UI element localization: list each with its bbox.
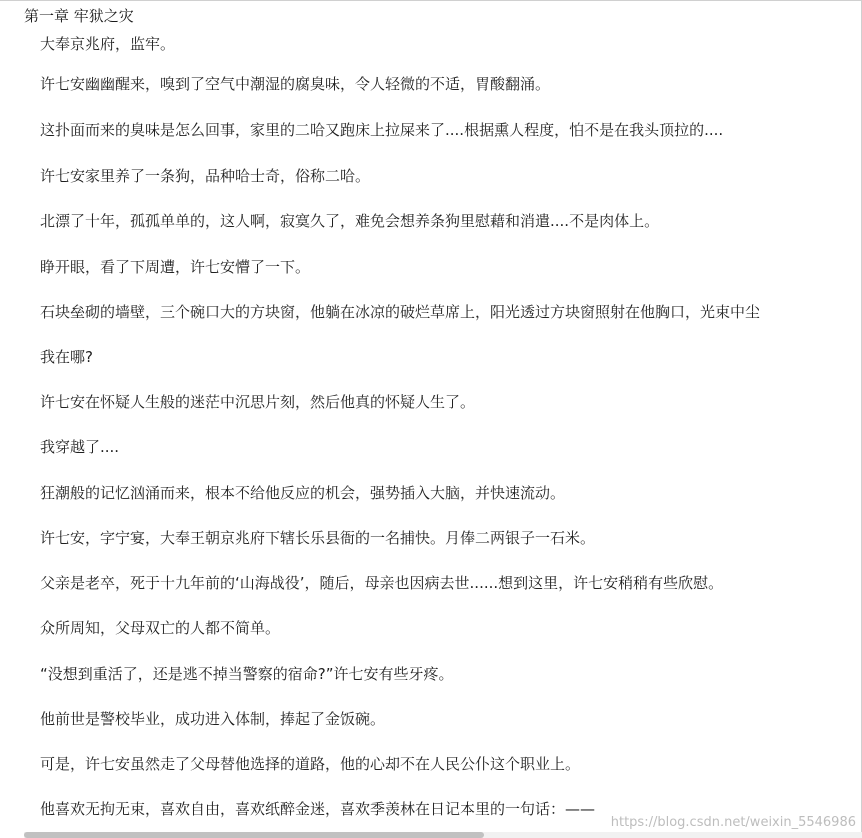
- scrollbar-thumb[interactable]: [24, 832, 484, 838]
- paragraph: 许七安幽幽醒来，嗅到了空气中潮湿的腐臭味，令人轻微的不适，胃酸翻涌。: [40, 75, 551, 93]
- paragraph: 许七安在怀疑人生般的迷茫中沉思片刻，然后他真的怀疑人生了。: [40, 393, 476, 411]
- paragraph: 可是，许七安虽然走了父母替他选择的道路，他的心却不在人民公仆这个职业上。: [40, 755, 581, 773]
- horizontal-scrollbar[interactable]: [24, 832, 862, 838]
- paragraph: “没想到重活了，还是逃不掉当警察的宿命?”许七安有些牙疼。: [40, 665, 454, 683]
- paragraph: 他喜欢无拘无束，喜欢自由，喜欢纸醉金迷，喜欢季羡林在日记本里的一句话：——: [40, 800, 596, 818]
- paragraph: 他前世是警校毕业，成功进入体制，捧起了金饭碗。: [40, 710, 386, 728]
- paragraph: 狂潮般的记忆汹涌而来，根本不给他反应的机会，强势插入大脑，并快速流动。: [40, 484, 566, 502]
- watermark: https://blog.csdn.net/weixin_5546986: [610, 815, 856, 830]
- paragraph: 许七安家里养了一条狗，品种哈士奇，俗称二哈。: [40, 167, 371, 185]
- paragraph: 这扑面而来的臭味是怎么回事，家里的二哈又跑床上拉屎来了....根据熏人程度，怕不是在我头顶拉的....: [40, 121, 724, 139]
- paragraph: 众所周知，父母双亡的人都不简单。: [40, 619, 281, 637]
- paragraph: 许七安，字宁宴，大奉王朝京兆府下辖长乐县衙的一名捕快。月俸二两银子一石米。: [40, 529, 596, 547]
- paragraph: 石块垒砌的墙壁，三个碗口大的方块窗，他躺在冰凉的破烂草席上，阳光透过方块窗照射在他胸口，光束中尘: [40, 303, 761, 321]
- chapter-title: 第一章 牢狱之灾: [24, 7, 134, 25]
- paragraph: 我在哪?: [40, 348, 93, 366]
- paragraph: 父亲是老卒，死于十九年前的‘山海战役’，随后，母亲也因病去世......想到这里，许七安稍稍有些欣慰。: [40, 574, 724, 592]
- paragraph: 北漂了十年，孤孤单单的，这人啊，寂寞久了，难免会想养条狗里慰藉和消遣....不是肉体上。: [40, 212, 660, 230]
- paragraph: 我穿越了....: [40, 438, 120, 456]
- paragraph: 大奉京兆府，监牢。: [40, 35, 176, 53]
- paragraph: 睁开眼，看了下周遭，许七安懵了一下。: [40, 258, 311, 276]
